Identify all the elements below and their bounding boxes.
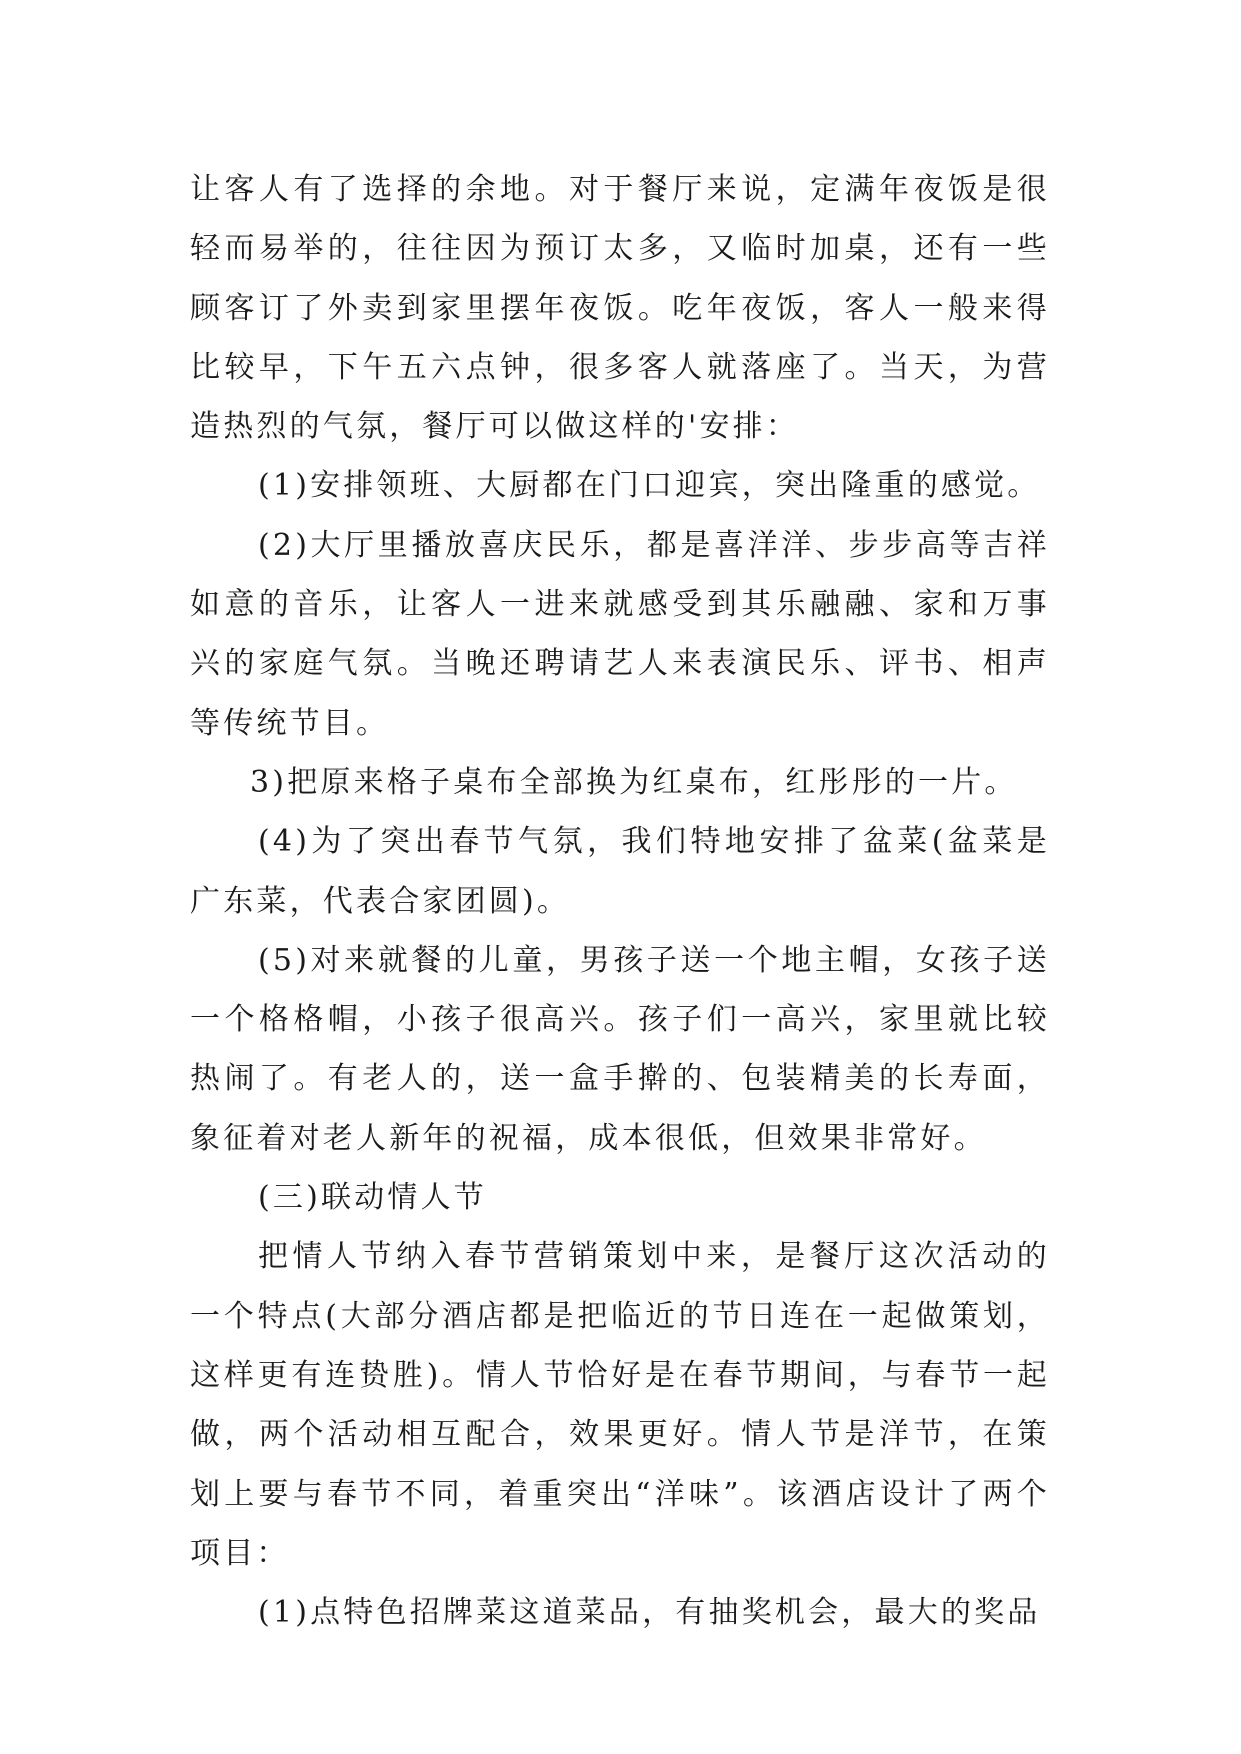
paragraph-item-5-gifts: (5)对来就餐的儿童，男孩子送一个地主帽，女孩子送一个格格帽，小孩子很高兴。孩子们一高兴，家里就比较热闹了。有老人的，送一盒手擀的、包装精美的长寿面，象征着对老人新年的祝福，成本很低，但效果非常好。 [190, 942, 1050, 1156]
paragraph-item-3-tablecloth: 3)把原来格子桌布全部换为红桌布，红彤彤的一片。 [250, 764, 1018, 800]
paragraph-new-year-dinner: 让客人有了选择的余地。对于餐厅来说，定满年夜饭是很轻而易举的，往往因为预订太多，又临时加桌，还有一些顾客订了外卖到家里摆年夜饭。吃年夜饭，客人一般来得比较早，下午五六点钟，很多客人就落座了。当天，为营造热烈的气氛，餐厅可以做这样的'安排： [190, 172, 1050, 445]
paragraph-item-2-music: (2)大厅里播放喜庆民乐，都是喜洋洋、步步高等吉祥如意的音乐，让客人一进来就感受到其乐融融、家和万事兴的家庭气氛。当晚还聘请艺人来表演民乐、评书、相声等传统节目。 [190, 527, 1050, 741]
paragraph-valentines-plan: 把情人节纳入春节营销策划中来，是餐厅这次活动的一个特点(大部分酒店都是把临近的节日连在一起做策划，这样更有连贽胜)。情人节恰好是在春节期间，与春节一起做，两个活动相互配合，效果更好。情人节是洋节，在策划上要与春节不同，着重突出“洋味”。该酒店设计了两个项目： [190, 1239, 1050, 1571]
section-heading-valentines: (三)联动情人节 [258, 1180, 488, 1216]
paragraph-item-1-greeting: (1)安排领班、大厨都在门口迎宾，突出隆重的感觉。 [258, 468, 1041, 504]
paragraph-item-4-pencai: (4)为了突出春节气氛，我们特地安排了盆菜(盆菜是广东菜，代表合家团圆)。 [190, 824, 1050, 919]
paragraph-valentines-item-1: (1)点特色招牌菜这道菜品，有抽奖机会，最大的奖品 [258, 1595, 1041, 1631]
document-body [190, 160, 1050, 1642]
